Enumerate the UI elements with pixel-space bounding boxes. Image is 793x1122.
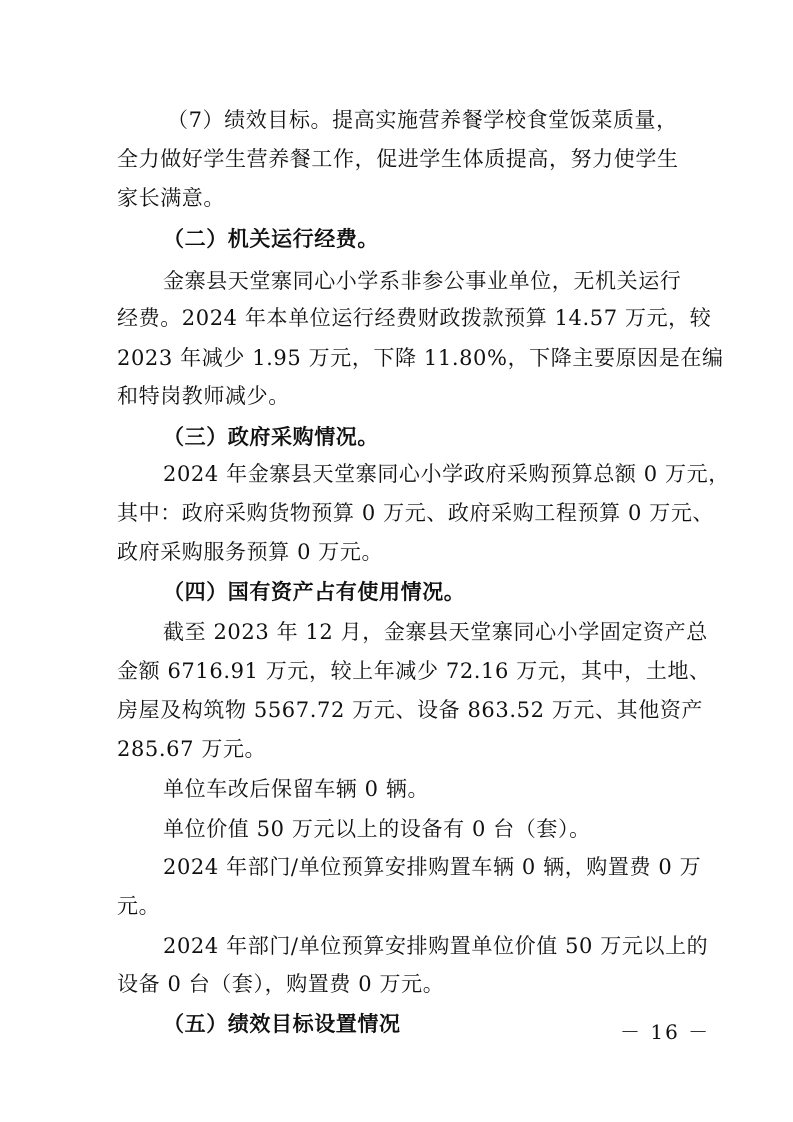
section-heading: （三）政府采购情况。 <box>163 424 379 449</box>
section-heading: （五）绩效目标设置情况 <box>163 1011 401 1036</box>
paragraph-line: 金寨县天堂寨同心小学系非参公事业单位，无机关运行 <box>163 269 682 293</box>
paragraph-line: 单位价值 50 万元以上的设备有 0 台（套）。 <box>163 817 591 841</box>
paragraph-line: 全力做好学生营养餐工作，促进学生体质提高，努力使学生 <box>117 147 679 171</box>
paragraph-line: 2023 年减少 1.95 万元，下降 11.80%，下降主要原因是在编 <box>117 346 724 370</box>
paragraph-line: 285.67 万元。 <box>117 737 267 761</box>
paragraph-line: 2024 年部门/单位预算安排购置单位价值 50 万元以上的 <box>163 934 709 958</box>
page-number: － 16 － <box>620 1020 711 1044</box>
paragraph-line: 房屋及构筑物 5567.72 万元、设备 863.52 万元、其他资产 <box>117 698 704 722</box>
paragraph-line: 家长满意。 <box>117 186 225 210</box>
paragraph-line: 2024 年部门/单位预算安排购置车辆 0 辆，购置费 0 万 <box>163 855 702 879</box>
section-heading: （四）国有资产占有使用情况。 <box>163 579 466 604</box>
paragraph-line: 和特岗教师减少。 <box>117 384 290 408</box>
paragraph-line: 政府采购服务预算 0 万元。 <box>117 540 384 564</box>
paragraph-line: 金额 6716.91 万元，较上年减少 72.16 万元，其中，土地、 <box>117 659 711 683</box>
paragraph-line: 经费。2024 年本单位运行经费财政拨款预算 14.57 万元，较 <box>117 306 712 330</box>
paragraph-line: 截至 2023 年 12 月，金寨县天堂寨同心小学固定资产总 <box>163 620 708 644</box>
paragraph-line: 设备 0 台（套），购置费 0 万元。 <box>117 972 445 996</box>
paragraph-line: 其中：政府采购货物预算 0 万元、政府采购工程预算 0 万元、 <box>117 501 715 525</box>
paragraph-line: 元。 <box>117 894 161 918</box>
section-heading: （二）机关运行经费。 <box>163 226 379 251</box>
paragraph-line: 2024 年金寨县天堂寨同心小学政府采购预算总额 0 万元， <box>163 462 730 486</box>
paragraph-line: （7）绩效目标。提高实施营养餐学校食堂饭菜质量， <box>167 108 678 132</box>
paragraph-line: 单位车改后保留车辆 0 辆。 <box>163 777 430 801</box>
